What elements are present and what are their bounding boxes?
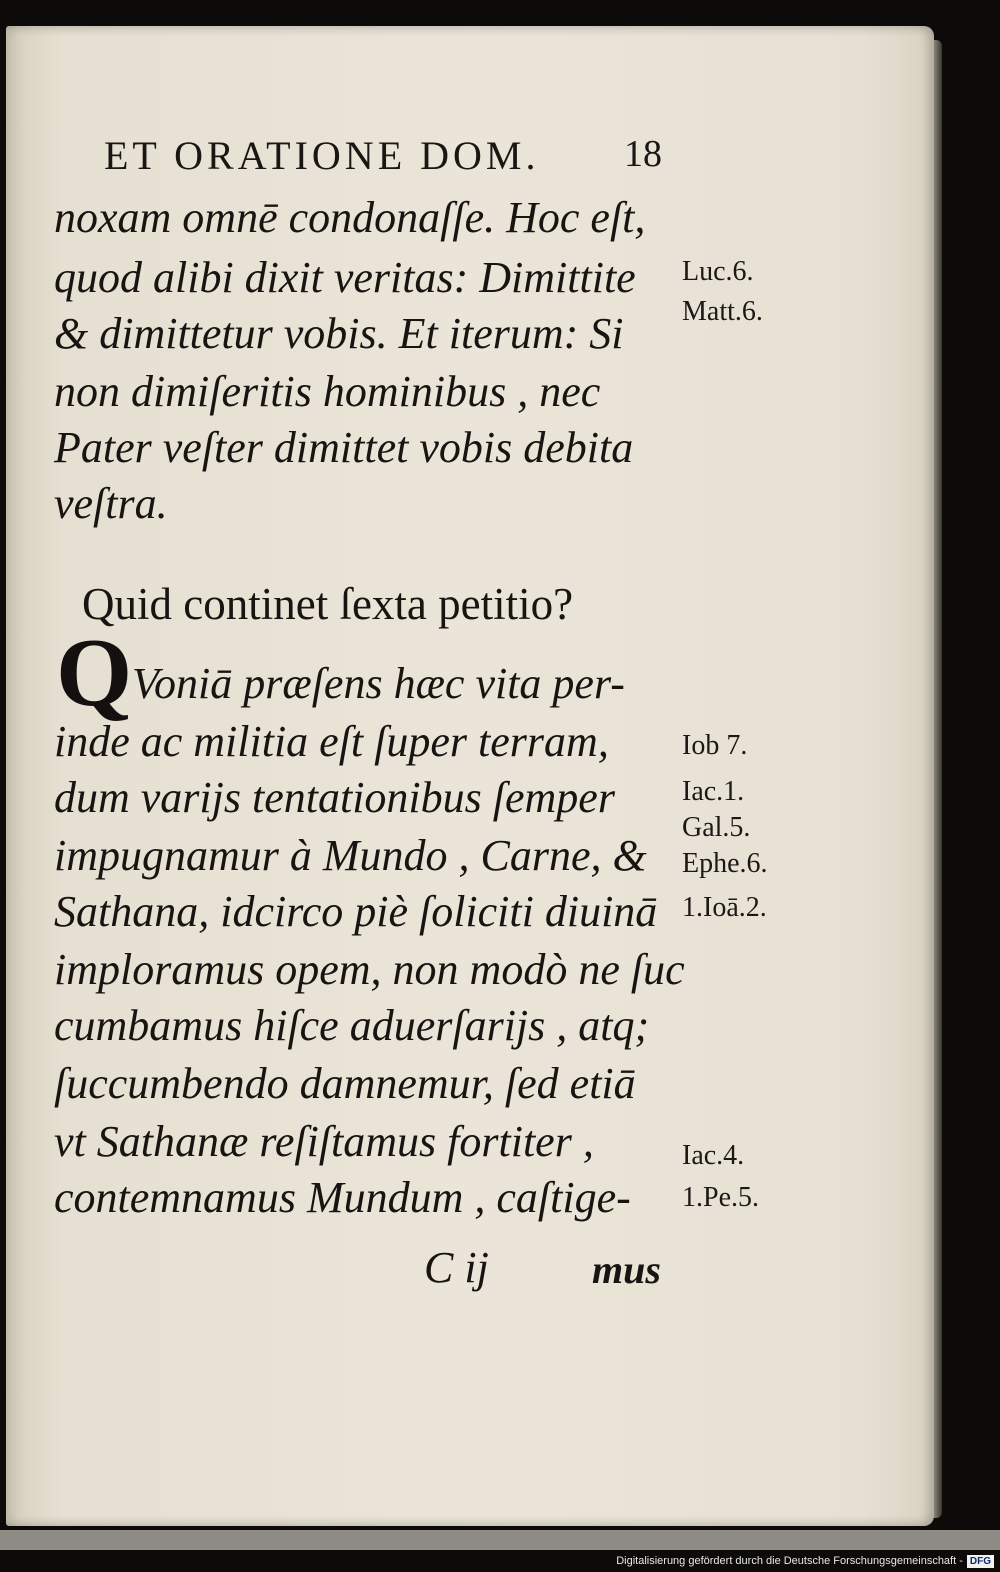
text-line: quod alibi dixit veritas: Dimittite [54,253,636,302]
text-line: Voniā præſens hæc vita per- [132,659,625,708]
dfg-logo: DFG [967,1555,994,1568]
text-line: ſuccumbendo damnemur, ſed etiā [54,1059,636,1108]
margin-note: Iac.1. [682,776,745,807]
text-line: cumbamus hiſce aduerſarijs , atq; [54,1001,650,1050]
text-line: & dimittetur vobis. Et iterum: Si [54,309,624,358]
text-line: inde ac militia eſt ſuper terram, [54,717,609,766]
footer-credit-text: Digitalisierung gefördert durch die Deutsche Forschungsgemeinschaft - [616,1555,963,1567]
running-head: ET ORATIONE DOM. [104,133,540,178]
catchword: mus [592,1247,661,1292]
margin-note: Gal.5. [682,812,751,843]
text-line: impugnamur à Mundo , Carne, & [54,831,647,880]
page-number: 18 [624,133,662,175]
drop-cap: Q [56,619,133,727]
text-line: contemnamus Mundum , caſtige- [54,1173,631,1222]
text-line: dum varijs tentationibus ſemper [54,773,615,822]
page-edge [934,40,942,1518]
margin-note: Iob 7. [682,730,748,761]
margin-note: 1.Pe.5. [682,1182,759,1213]
margin-note: 1.Ioā.2. [682,892,767,923]
scan-bottom-strip [0,1530,1000,1550]
margin-note: Luc.6. [682,256,754,287]
text-line: noxam omnē condonaſſe. Hoc eſt, [54,193,646,242]
text-line: vt Sathanæ reſiſtamus fortiter , [54,1117,594,1166]
signature-mark: C ij [424,1243,489,1292]
margin-note: Ephe.6. [682,848,768,879]
text-line: Sathana, idcirco piè ſoliciti diuinā [54,887,658,936]
text-line: imploramus opem, non modò ne ſuc [54,945,685,994]
margin-note: Iac.4. [682,1140,745,1171]
text-line: veſtra. [54,479,168,528]
text-line: non dimiſeritis hominibus , nec [54,367,601,416]
text-line: Pater veſter dimittet vobis debita [54,423,634,472]
margin-note: Matt.6. [682,296,763,327]
section-heading: Quid continet ſexta petitio? [82,579,574,629]
footer-credit [616,1553,994,1569]
